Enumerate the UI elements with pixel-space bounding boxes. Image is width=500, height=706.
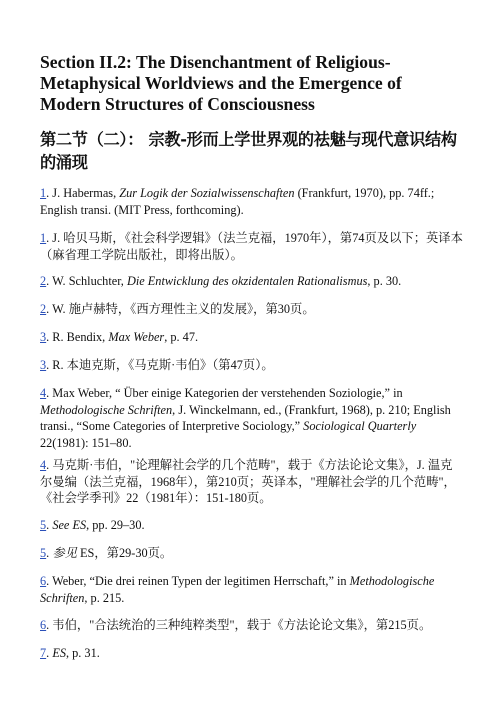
footnote-en-5: 5. See ES, pp. 29–30.: [40, 518, 145, 532]
footnote-zh-6: 6. 韦伯，"合法统治的三种纯粹类型"，载于《方法论论文集》，第215页。: [40, 618, 432, 632]
footnote-en-1: 1. J. Habermas, Zur Logik der Sozialwissenschaften (Frankfurt, 1970), pp. 74ff.; English transi. (MIT Press, forthcoming).: [40, 186, 435, 217]
footnote-link[interactable]: 3: [40, 358, 47, 372]
footnote-en-3: 3. R. Bendix, Max Weber, p. 47.: [40, 330, 199, 344]
footnote-link[interactable]: 3: [40, 330, 47, 344]
footnote-zh-4: 4. 马克斯·韦伯，"论理解社会学的几个范畴"，载于《方法论论文集》，J. 温克尔曼编（法兰克福，1968年），第210页；英译本，"理解社会学的几个范畴"，《社会学季刊》22（1981年）：151-180页。: [40, 458, 456, 505]
footnote-en-6: 6. Weber, “Die drei reinen Typen der legitimen Herrschaft,” in Methodologische Schriften, p. 215.: [40, 574, 435, 605]
footnote-link[interactable]: 7: [40, 646, 47, 660]
footnote-link[interactable]: 4: [40, 458, 47, 472]
footnote-en-4: 4. Max Weber, “ Über einige Kategorien der verstehenden Soziologie,” in Methodologische Schriften, J. Winckelmann, ed., (Frankfurt, 1968), p. 210; English transi., “Some Categories of Interpretive Sociology,” Sociological Quarterly 22(1981): 151–80.: [40, 386, 451, 450]
footnote-link[interactable]: 4: [40, 386, 47, 400]
footnote-link[interactable]: 1: [40, 186, 47, 200]
footnote-link[interactable]: 6: [40, 574, 47, 588]
footnote-en-7: 7. ES, p. 31.: [40, 646, 100, 660]
section-heading-english: Section II.2: The Disenchantment of Religious-Metaphysical Worldviews and the Emergence of Modern Structures of Consciousness: [40, 52, 402, 114]
footnote-link[interactable]: 2: [40, 274, 47, 288]
footnote-zh-3: 3. R. 本迪克斯，《马克斯·韦伯》（第47页）。: [40, 358, 274, 372]
footnote-link[interactable]: 5: [40, 518, 47, 532]
footnote-link[interactable]: 1: [40, 231, 47, 245]
footnote-link[interactable]: 6: [40, 618, 47, 632]
footnote-zh-5: 5. 参见 ES，第29-30页。: [40, 546, 173, 560]
footnote-en-2: 2. W. Schluchter, Die Entwicklung des okzidentalen Rationalismus, p. 30.: [40, 274, 402, 288]
footnote-link[interactable]: 5: [40, 546, 47, 560]
section-heading-chinese: 第二节（二）： 宗教-形而上学世界观的祛魅与现代意识结构的涌现: [40, 130, 457, 172]
footnote-link[interactable]: 2: [40, 302, 47, 316]
footnote-zh-2: 2. W. 施卢赫特，《西方理性主义的发展》，第30页。: [40, 302, 315, 316]
footnote-zh-1: 1. J. 哈贝马斯，《社会科学逻辑》（法兰克福，1970年），第74页及以下；英译本（麻省理工学院出版社，即将出版）。: [40, 231, 463, 262]
